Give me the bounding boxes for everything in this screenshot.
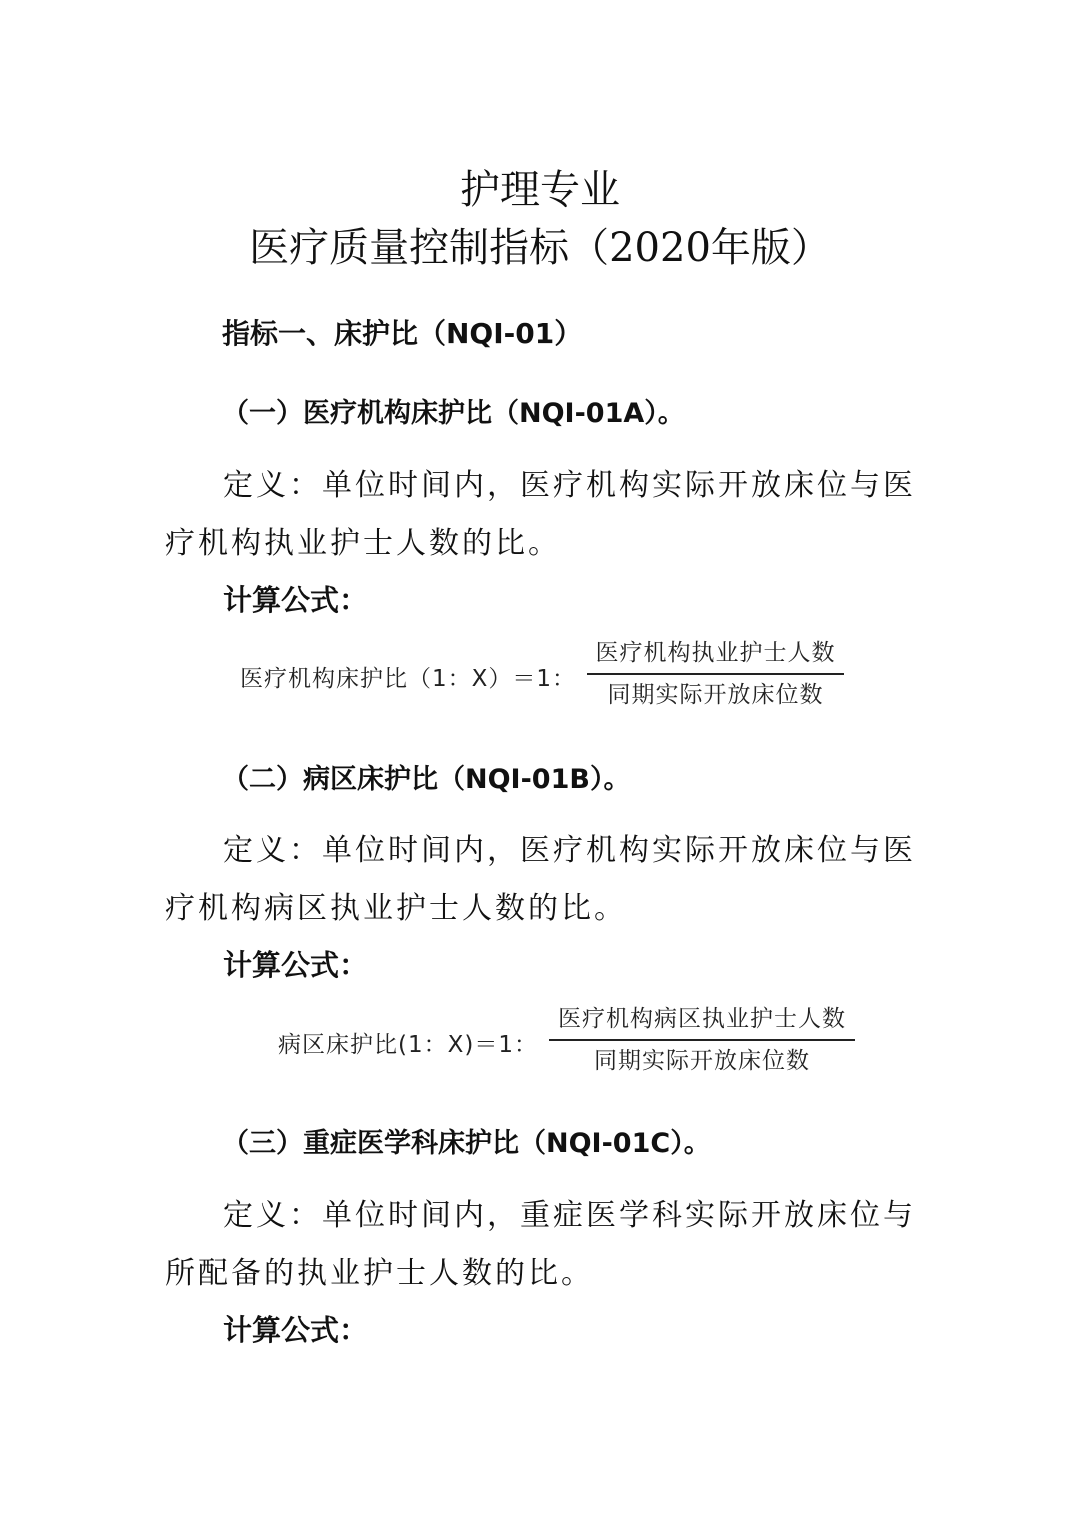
formula-2-numerator: 医疗机构病区执业护士人数	[558, 1006, 846, 1032]
section-heading-3: （三）重症医学科床护比（NQI-01C）。	[222, 1128, 711, 1159]
document-title-line1: 护理专业	[460, 167, 620, 213]
definition-3: 定义：单位时间内，重症医学科实际开放床位与所配备的执业护士人数的比。	[165, 1198, 916, 1291]
indicator-heading: 指标一、床护比（NQI-01）	[222, 317, 583, 350]
formula-2-fraction-bar	[549, 1039, 855, 1041]
section-heading-2: （二）病区床护比（NQI-01B）。	[222, 764, 631, 795]
document-title-line2: 医疗质量控制指标（2020年版）	[249, 225, 831, 271]
formula-1	[0, 638, 1080, 718]
formula-2	[0, 1004, 1080, 1084]
formula-2-fraction	[549, 1004, 855, 1076]
section-heading-1: （一）医疗机构床护比（NQI-01A）。	[222, 398, 685, 429]
calc-label-1: 计算公式：	[223, 583, 369, 617]
formula-1-numerator: 医疗机构执业护士人数	[595, 640, 836, 666]
formula-1-fraction	[587, 638, 844, 710]
formula-2-denominator: 同期实际开放床位数	[594, 1048, 810, 1074]
formula-1-denominator: 同期实际开放床位数	[607, 682, 824, 708]
calc-label-3: 计算公式：	[223, 1313, 369, 1347]
formula-1-lhs: 医疗机构床护比（1：X）＝1：	[240, 666, 577, 692]
formula-1-fraction-bar	[587, 673, 844, 675]
calc-label-2: 计算公式：	[223, 948, 369, 982]
definition-2: 定义：单位时间内，医疗机构实际开放床位与医疗机构病区执业护士人数的比。	[165, 833, 916, 926]
formula-2-lhs: 病区床护比(1：X)＝1：	[278, 1032, 538, 1058]
definition-1: 定义：单位时间内，医疗机构实际开放床位与医疗机构执业护士人数的比。	[165, 468, 916, 561]
